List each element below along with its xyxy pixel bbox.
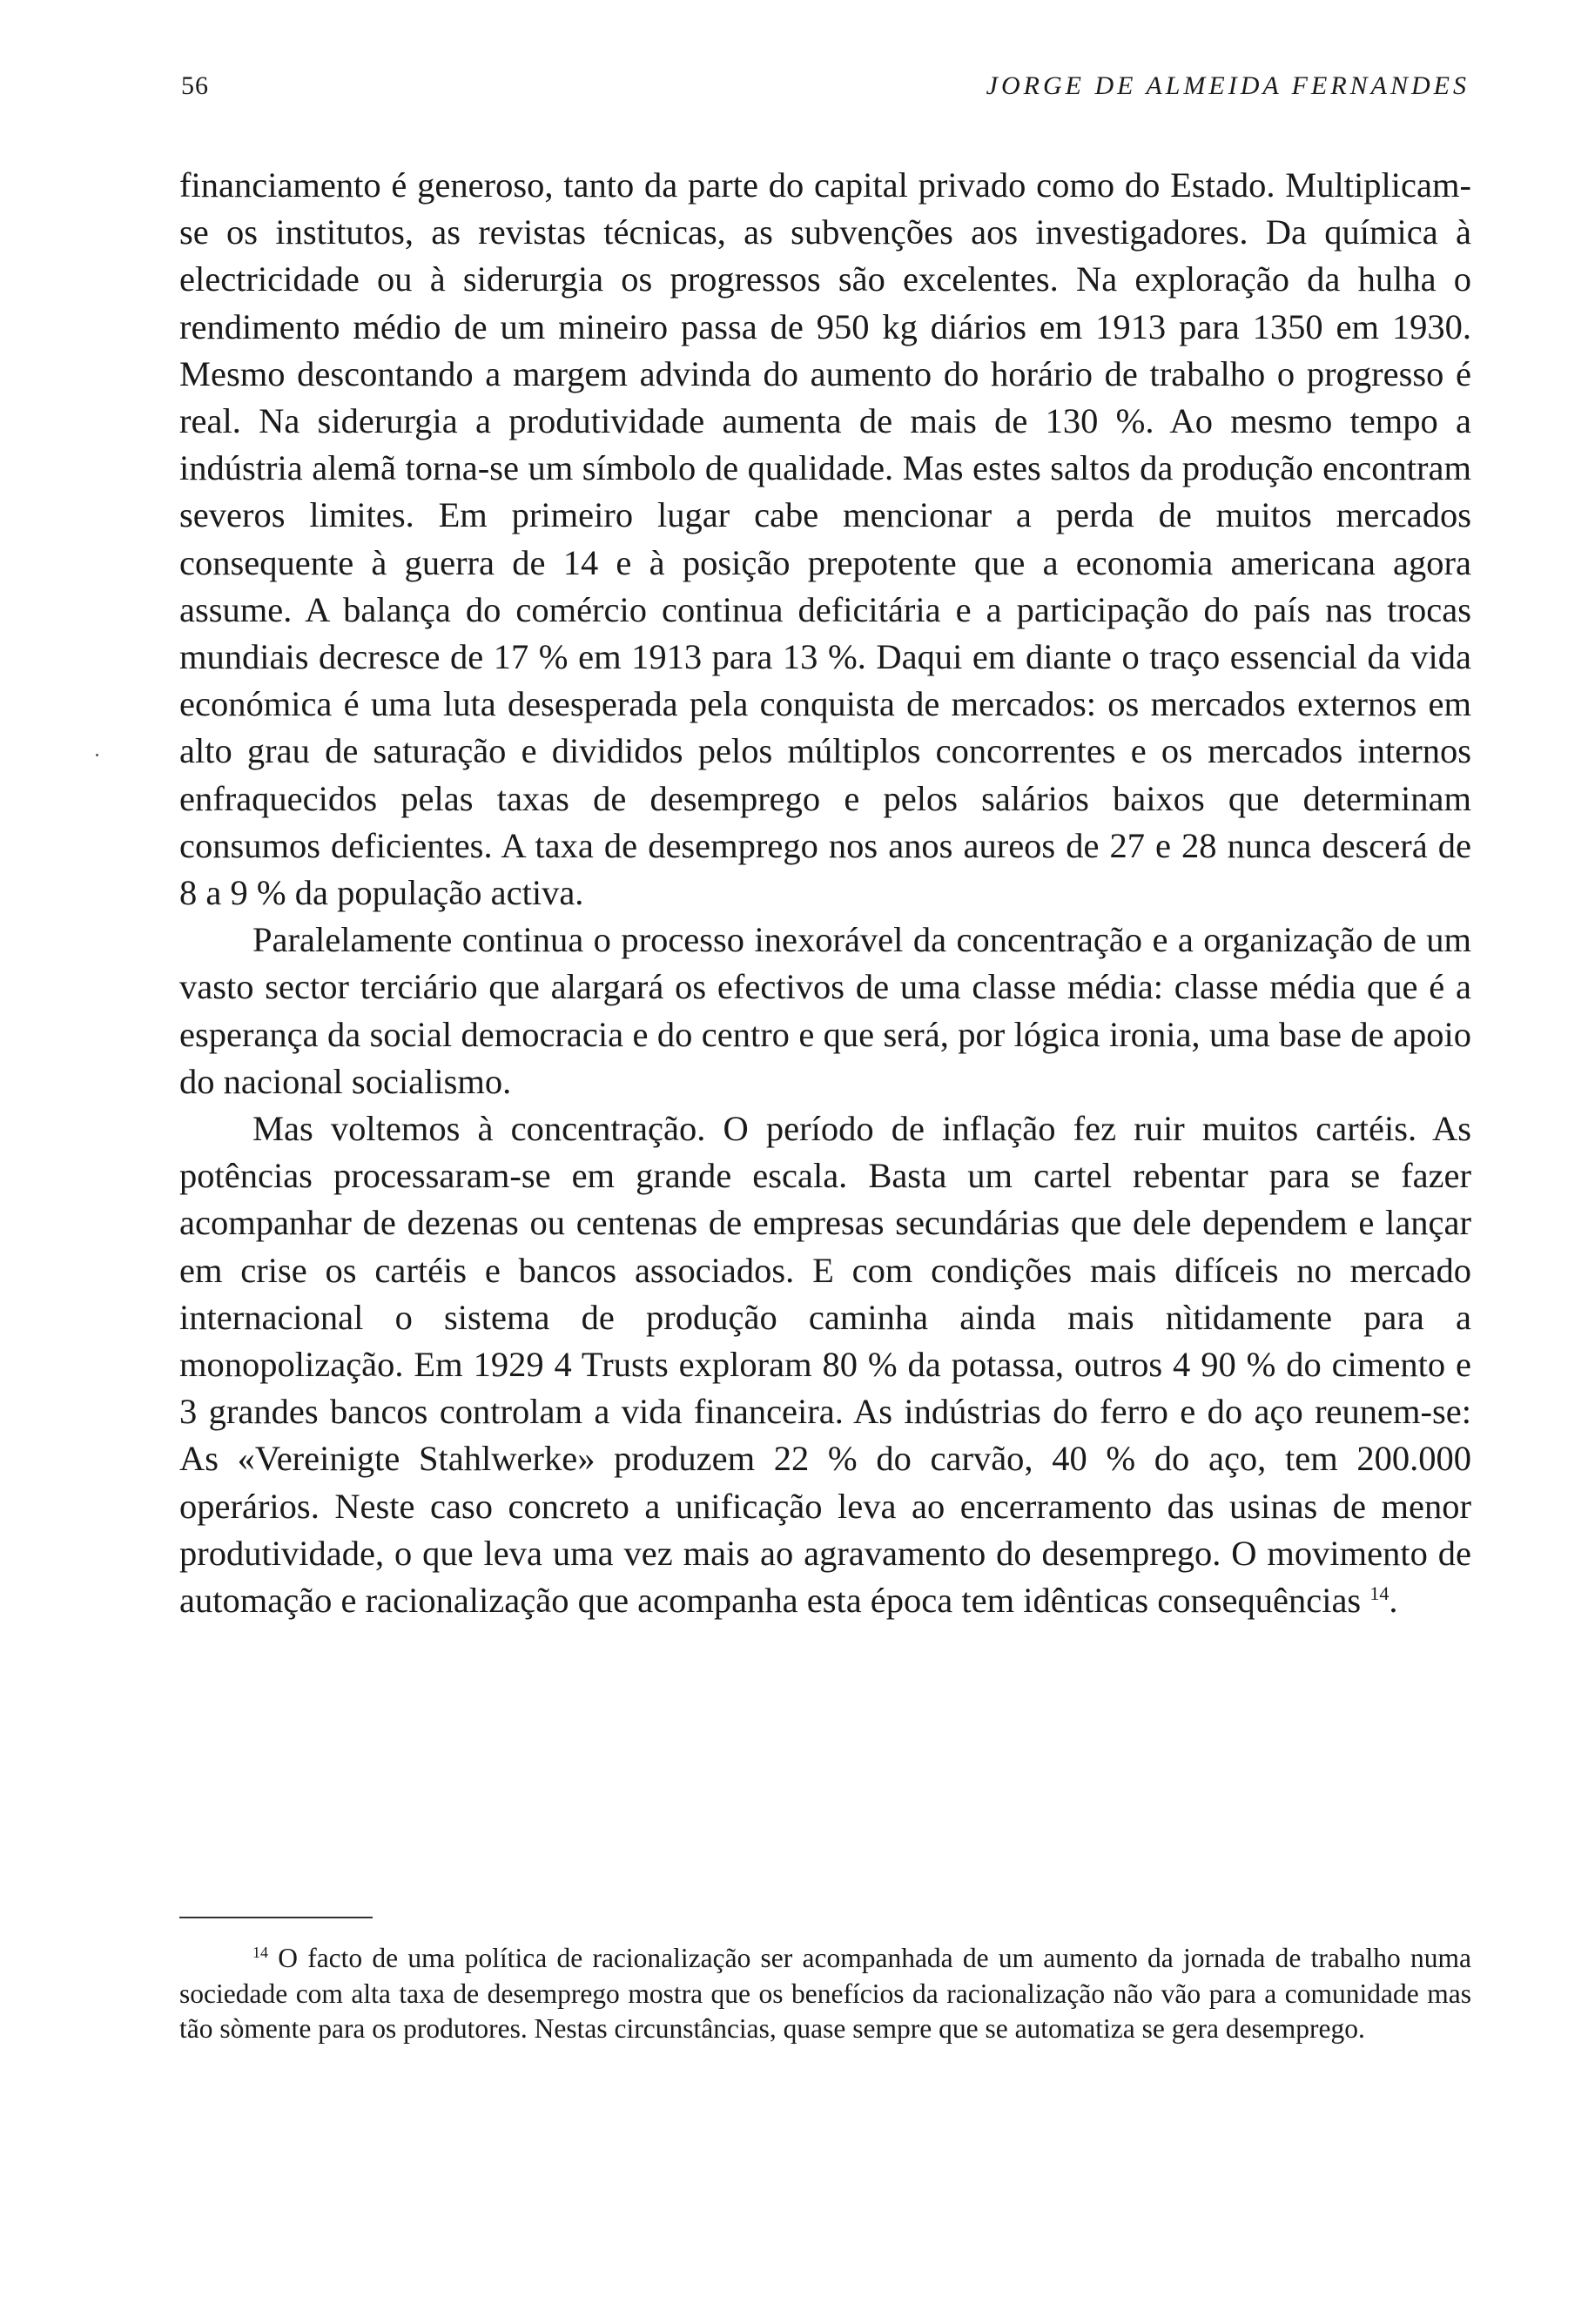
paragraph-1: financiamento é generoso, tanto da parte do capital privado como do Estado. Multiplicam-se os institutos, as revistas técnicas, as subvenções aos investigadores. Da química à electricidade ou à siderurgia os progressos são excelentes. Na exploração da hulha o rendimento médio de um mineiro passa de 950 kg diários em 1913 para 1350 em 1930. Mesmo descontando a margem advinda do aumento do horário de trabalho o progresso é real. Na siderurgia a produtividade aumenta de mais de 130 %. Ao mesmo tempo a indústria alemã torna-se um símbolo de qualidade. Mas estes saltos da produção encontram severos limites. Em primeiro lugar cabe mencionar a perda de muitos mercados consequente à guerra de 14 e à posição prepotente que a economia americana agora assume. A balança do comércio continua deficitária e a participação do país nas trocas mundiais decresce de 17 % em 1913 para 13 %. Daqui em diante o traço essencial da vida económica é uma luta desesperada pela conquista de mercados: os mercados externos em alto grau de saturação e divididos pelos múltiplos concorrentes e os mercados internos enfraquecidos pelas taxas de desemprego e pelos salários baixos que determinam consumos deficientes. A taxa de desemprego nos anos aureos de 27 e 28 nunca descerá de 8 a 9 % da população activa.: [179, 165, 1471, 913]
paragraph-3: [179, 1105, 1471, 1624]
footnote-divider: [179, 1917, 373, 1918]
paragraph-3-text: Mas voltemos à concentração. O período de inflação fez ruir muitos cartéis. As potências processaram-se em grande escala. Basta um cartel rebentar para se fazer acompanhar de dezenas ou centenas de empresas secundárias que dele dependem e lançar em crise os cartéis e bancos associados. E com condições mais difíceis no mercado internacional o sistema de produção caminha ainda mais nìtidamente para a monopolização. Em 1929 4 Trusts exploram 80 % da potassa, outros 4 90 % do cimento e 3 grandes bancos controlam a vida financeira. As indústrias do ferro e do aço reunem-se: As «Vereinigte Stahlwerke» produzem 22 % do carvão, 40 % do aço, tem 200.000 operários. Neste caso concreto a unificação leva ao encerramento das usinas de menor produtividade, o que leva uma vez mais ao agravamento do desemprego. O movimento de automação e racionalização que acompanha esta época tem idênticas consequências: [179, 1109, 1471, 1621]
footnote-text: O facto de uma política de racionalização ser acompanhada de um aumento da jornada de trabalho numa sociedade com alta taxa de desemprego mostra que os benefícios da racionalização não vão para a comunidade mas tão sòmente para os produtores. Nestas circunstâncias, quase sempre que se automatiza se gera desemprego.: [179, 1943, 1472, 2044]
footnote-mark: 14: [252, 1944, 268, 1961]
page-number: 56: [181, 71, 209, 100]
footnote-reference[interactable]: 14: [1369, 1582, 1390, 1605]
running-head: JORGE DE ALMEIDA FERNANDES: [986, 71, 1470, 100]
scan-speck: [96, 754, 98, 756]
page-header: [181, 71, 1470, 106]
footnote: [179, 1941, 1471, 2047]
paragraph-2: Paralelamente continua o processo inexorável da concentração e a organização de um vasto sector terciário que alargará os efectivos de uma classe média: classe média que é a esperança da social democracia e do centro e que será, por lógica ironia, uma base de apoio do nacional socialismo.: [179, 920, 1471, 1101]
body-text: [179, 162, 1471, 1624]
paragraph-3-end: .: [1389, 1581, 1398, 1621]
